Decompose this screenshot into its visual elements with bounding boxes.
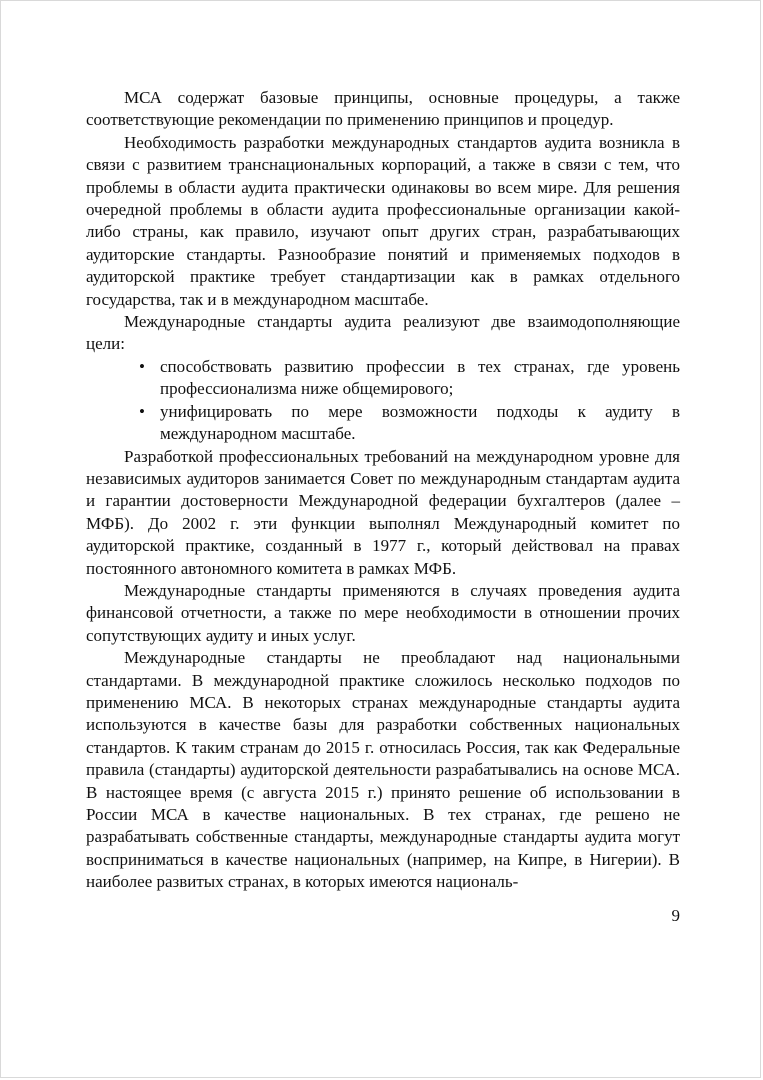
bullet-icon: • <box>139 356 145 376</box>
paragraph-1: МСА содержат базовые принципы, основные процедуры, а также соответствующие рекомендации по применению принципов и процедур. <box>86 88 680 130</box>
paragraph-3-list-intro: Международные стандарты аудита реализуют две взаимодополняющие цели: <box>86 312 680 354</box>
paragraph-2: Необходимость разработки международных стандартов аудита возникла в связи с развитием транснациональных корпораций, а также в связи с тем, что проблемы в области аудита практически одинаковы во всем мире. Для решения очередной проблемы в области аудита профессиональные организации какой-либо страны, как правило, изучают опыт других стран, разрабатывающих аудиторские стандарты. Разнообразие понятий и применяемых подходов в аудиторской практике требует стандартизации как в рамках отдельного государства, так и в международном масштабе. <box>86 132 680 309</box>
page-text-block <box>86 87 680 927</box>
paragraph-6: Международные стандарты не преобладают над национальными стандартами. В международной практике сложилось несколько подходов по применению МСА. В некоторых странах международные стандарты аудита используются в качестве базы для разработки собственных национальных стандартов. К таким странам до 2015 г. относилась Россия, так как Федеральные правила (стандарты) аудиторской деятельности разрабатывались на основе МСА. В настоящее время (с августа 2015 г.) принято решение об использовании в России МСА в качестве национальных. В тех странах, где решено не разрабатывать собственные стандарты, международные стандарты аудита могут восприниматься в качестве национальных (например, на Кипре, в Нигерии). В наиболее развитых странах, в которых имеются националь- <box>86 648 680 892</box>
bullet-icon: • <box>139 401 145 421</box>
paragraph-4: Разработкой профессиональных требований на международном уровне для независимых аудиторов занимается Совет по международным стандартам аудита и гарантии достоверности Международной федерации бухгалтеров (далее – МФБ). До 2002 г. эти функции выполнял Международный комитет по аудиторской практике, созданный в 1977 г., который действовал на правах постоянного автономного комитета в рамках МФБ. <box>86 446 680 578</box>
list-item-1 <box>86 356 680 401</box>
page-number: 9 <box>671 905 680 925</box>
list-item-text: унифицировать по мере возможности подходы к аудиту в международном масштабе. <box>160 401 680 444</box>
list-item-2 <box>86 401 680 446</box>
bullet-list <box>86 356 680 446</box>
paragraph-5: Международные стандарты применяются в случаях проведения аудита финансовой отчетности, а также по мере необходимости в отношении прочих сопутствующих аудиту и иных услуг. <box>86 580 680 645</box>
list-item-text: способствовать развитию профессии в тех странах, где уровень профессионализма ниже общемирового; <box>160 356 680 399</box>
